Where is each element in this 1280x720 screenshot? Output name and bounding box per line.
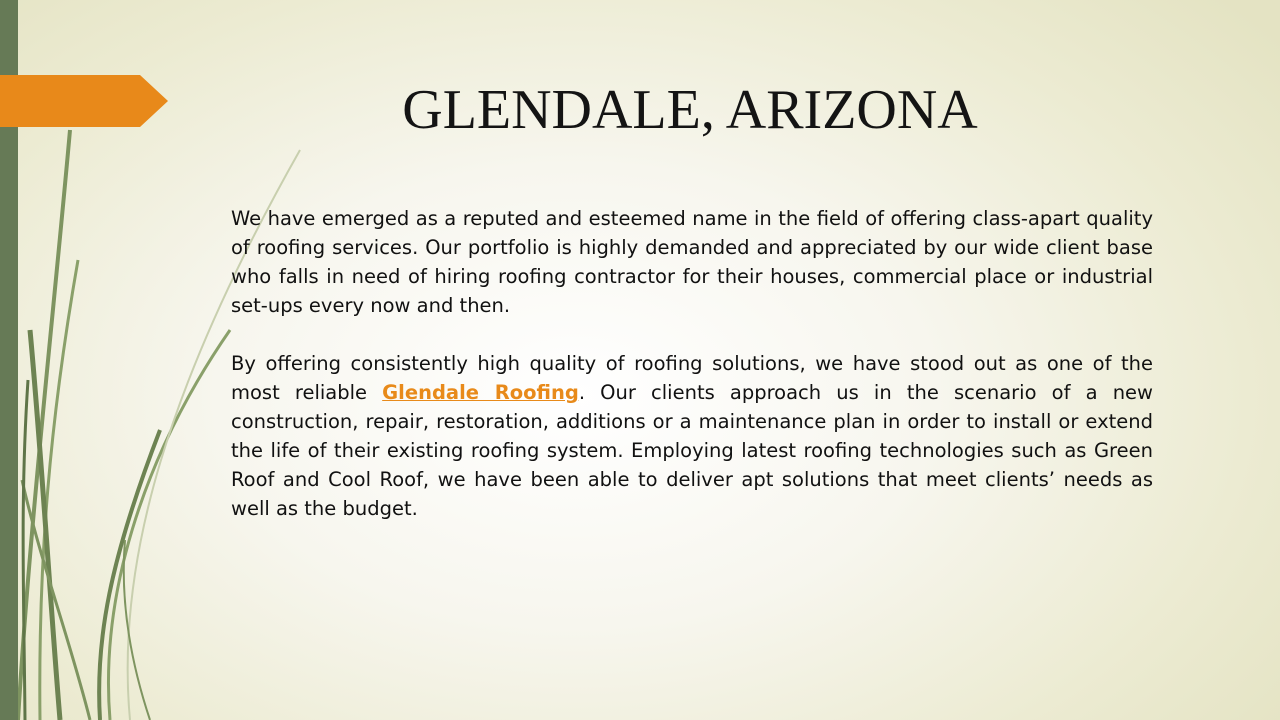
glendale-roofing-link[interactable]: Glendale Roofing bbox=[382, 381, 579, 404]
paragraph-2-text-before: By offering consistently high quality of roofing solutions, we have stood out as one of the most reliable bbox=[231, 352, 1153, 404]
arrow-tab-icon bbox=[0, 75, 168, 127]
paragraph-2-text-after: . Our clients approach us in the scenario of a new construction, repair, restoration, additions or a maintenance plan in order to install or extend the life of their existing roofing system. Employing latest roofing technologies such as Green Roof and Cool Roof, we have been able to deliver apt solutions that meet clients’ needs as well as the budget. bbox=[231, 381, 1153, 520]
paragraph-1: We have emerged as a reputed and esteemed name in the field of offering class-apart quality of roofing services. Our portfolio is highly demanded and appreciated by our wide client base who falls in need of hiring roofing contractor for their houses, commercial place or industrial set-ups every now and then. bbox=[231, 207, 1153, 317]
slide-title: GLENDALE, ARIZONA bbox=[402, 79, 978, 141]
paragraph-2 bbox=[231, 349, 1153, 523]
slide-body bbox=[231, 204, 1153, 552]
